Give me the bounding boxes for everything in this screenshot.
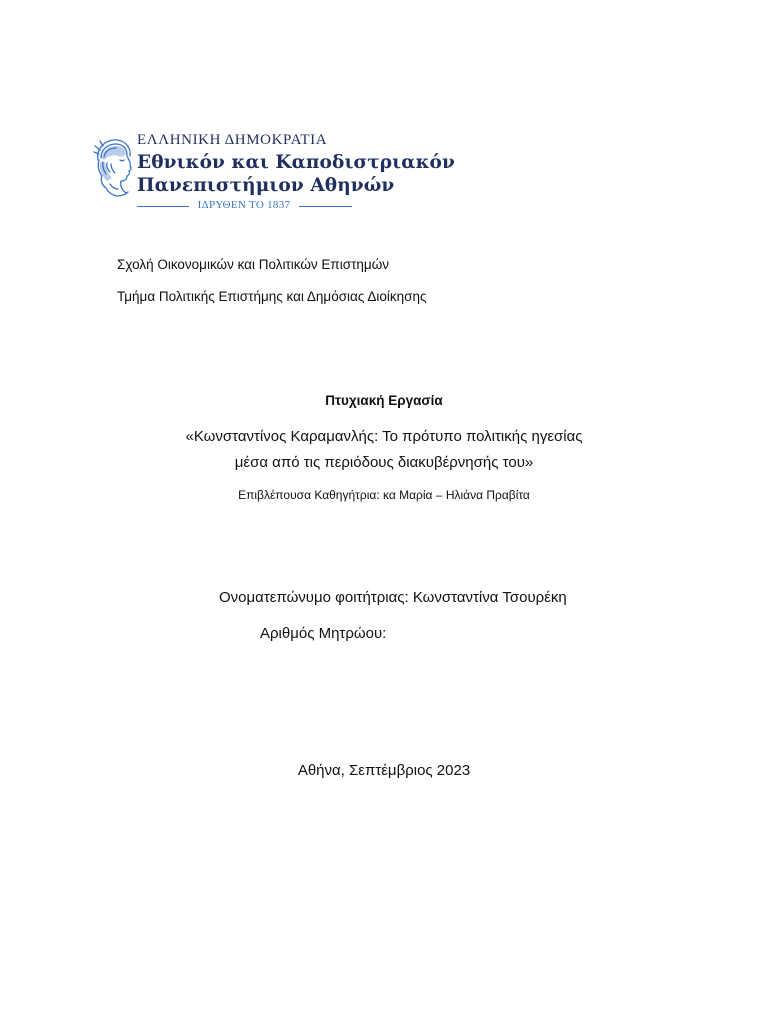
- athena-head-icon: [90, 136, 134, 198]
- logo-university-name-line1: Εθνικόν και Καποδιστριακόν: [137, 152, 455, 173]
- student-name-line: Ονοματεπώνυμο φοιτήτριας: Κωνσταντίνα Τσουρέκη: [219, 589, 567, 606]
- thesis-type: Πτυχιακή Εργασία: [325, 393, 443, 408]
- department-name: Τμήμα Πολιτικής Επιστήμης και Δημόσιας Διοίκησης: [117, 289, 427, 304]
- supervisor-line: Επιβλέπουσα Καθηγήτρια: κα Μαρία – Ηλιάνα Πραβίτα: [238, 488, 530, 502]
- logo-university-name-line2: Πανεπιστήμιον Αθηνών: [137, 175, 395, 196]
- school-name: Σχολή Οικονομικών και Πολιτικών Επιστημών: [117, 257, 389, 272]
- logo-founded-text: ΙΔΡΥΘΕΝ ΤΟ 1837: [197, 199, 291, 211]
- logo-rule-left: [137, 206, 189, 207]
- university-logo: [90, 130, 455, 216]
- thesis-title-line1: «Κωνσταντίνος Καραμανλής: Το πρότυπο πολιτικής ηγεσίας: [185, 428, 583, 445]
- logo-rule-right: [299, 206, 352, 207]
- logo-founded-banner: [137, 199, 352, 213]
- logo-republic-text: ΕΛΛΗΝΙΚΗ ΔΗΜΟΚΡΑΤΙΑ: [137, 132, 328, 148]
- place-date: Αθήνα, Σεπτέμβριος 2023: [297, 762, 471, 779]
- registration-number-line: Αριθμός Μητρώου:: [260, 625, 387, 642]
- thesis-title-line2: μέσα από τις περιόδους διακυβέρνησής του»: [234, 454, 534, 471]
